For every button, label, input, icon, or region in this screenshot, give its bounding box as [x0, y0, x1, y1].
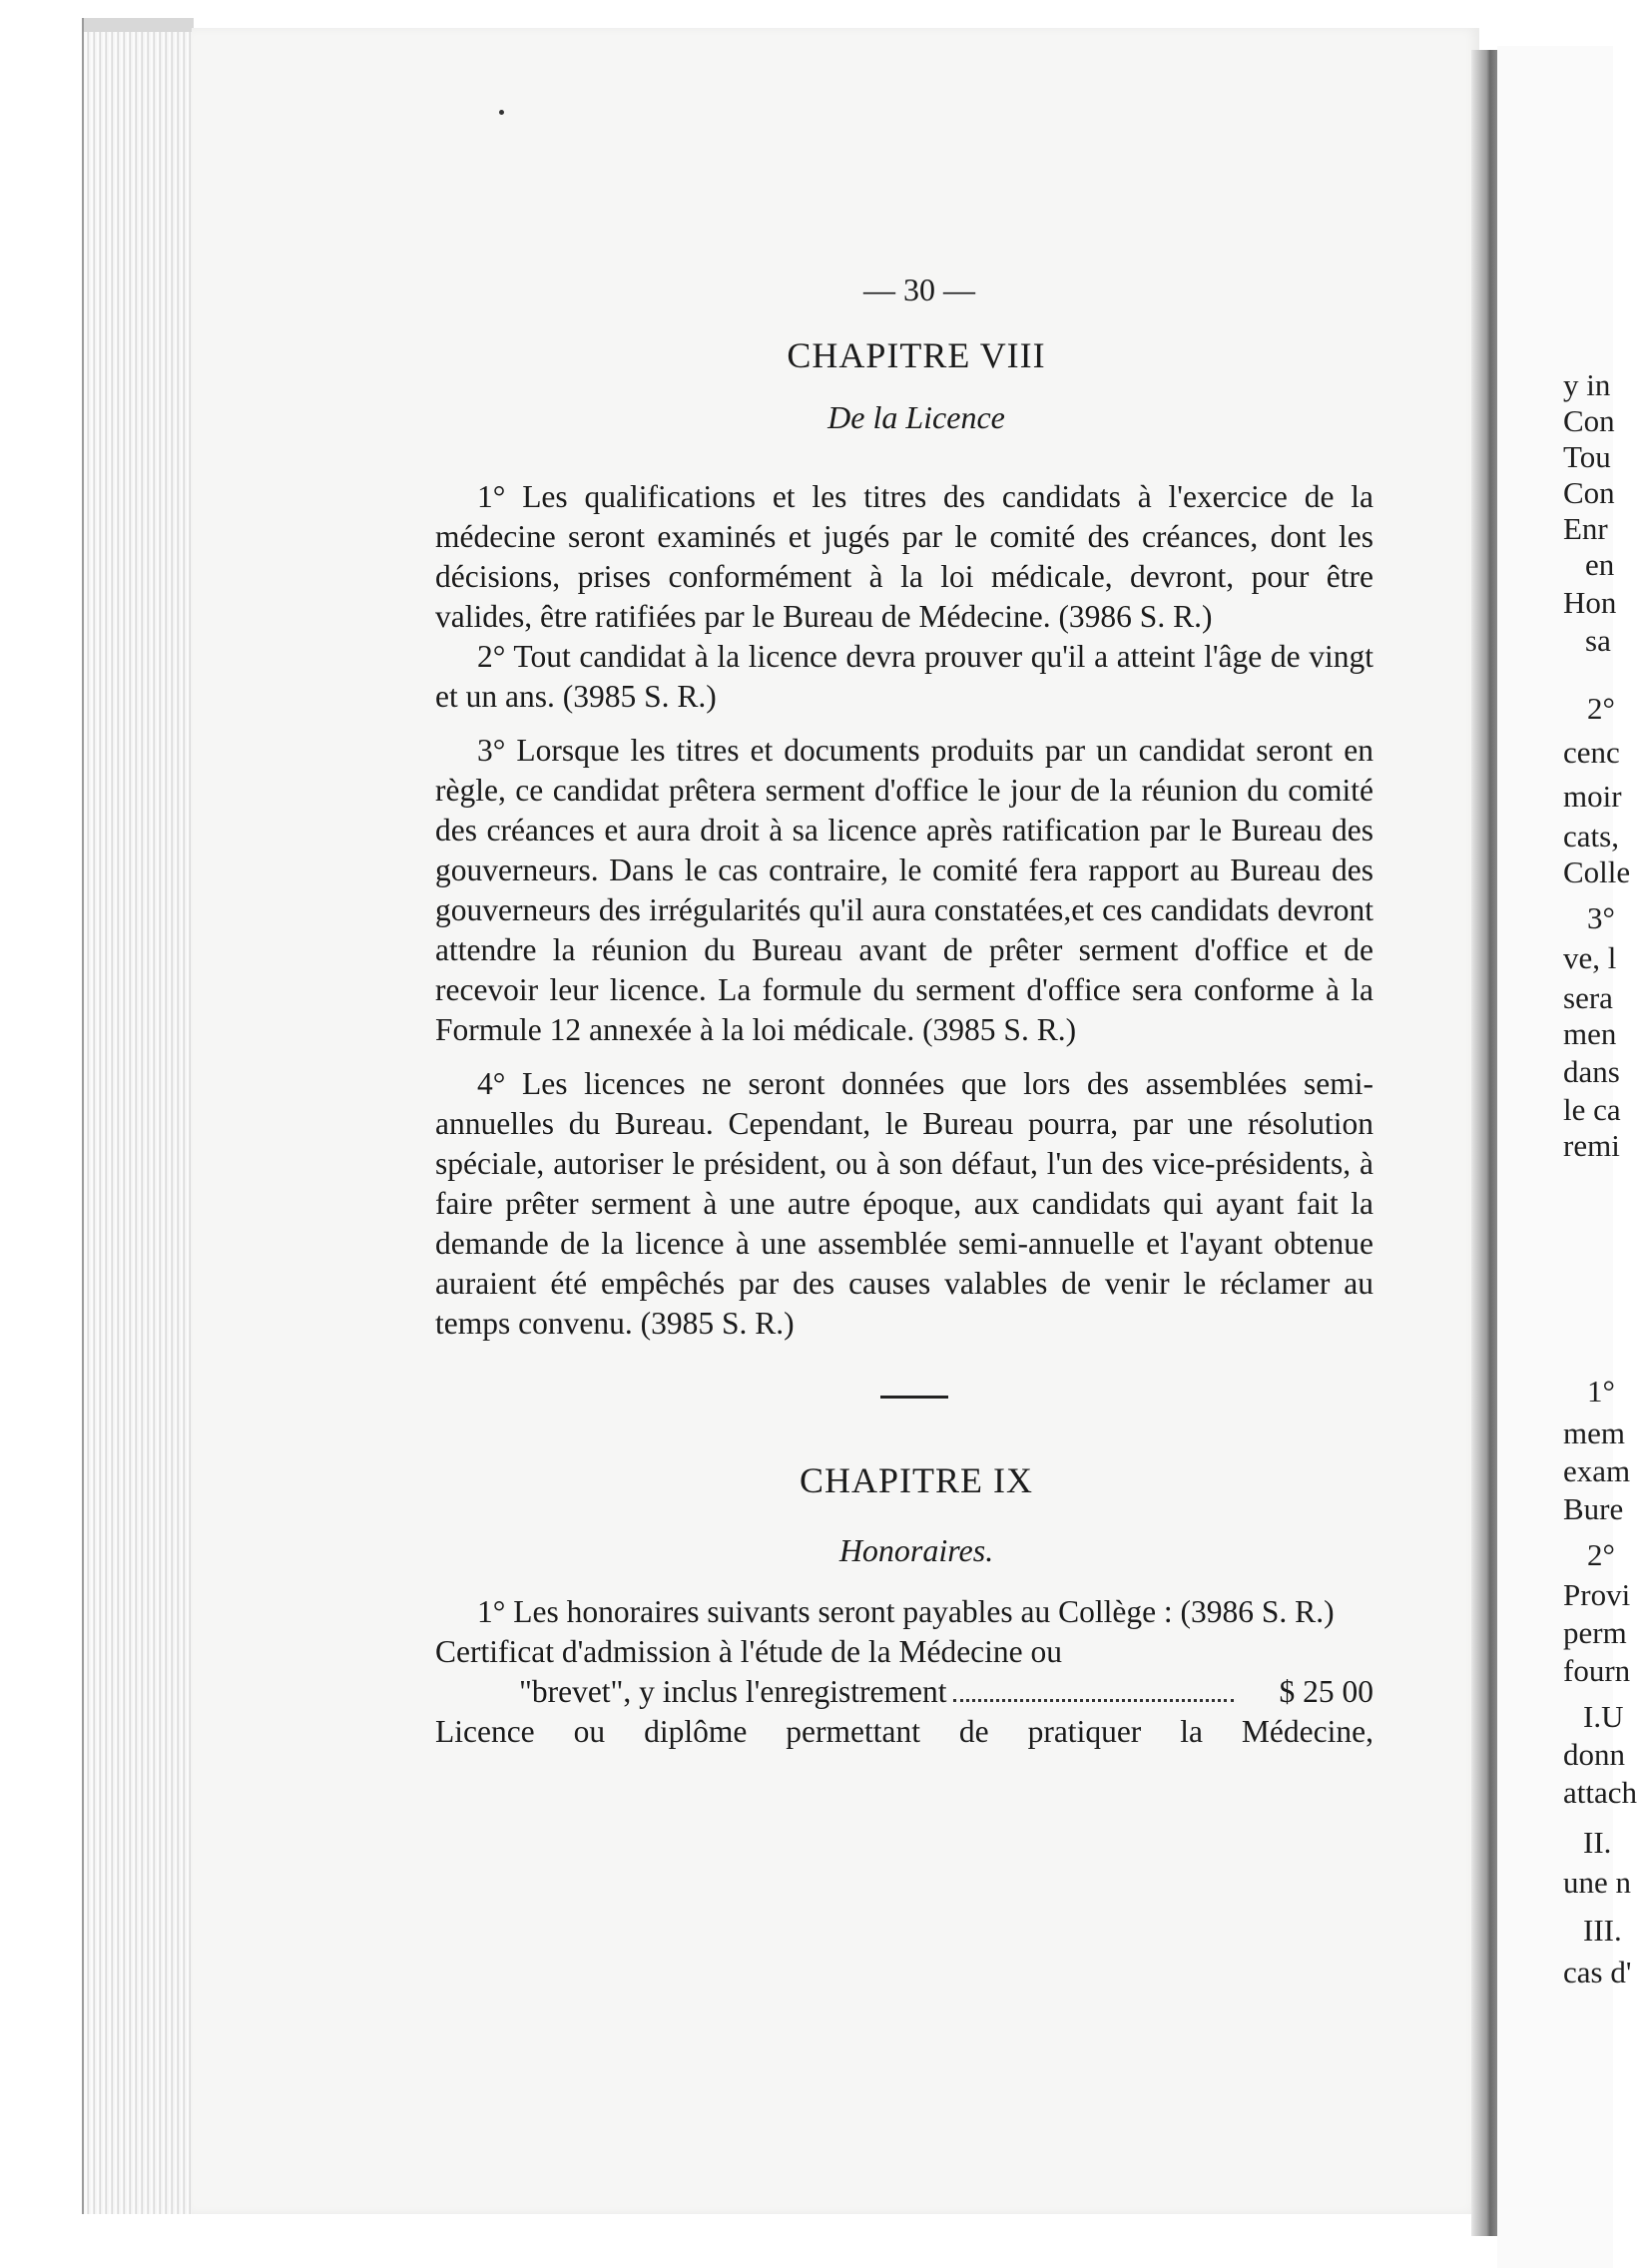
- facing-fragment: dans: [1563, 1054, 1620, 1089]
- chapter-9-heading: CHAPITRE IX: [800, 1460, 1033, 1500]
- facing-fragment: 1°: [1587, 1374, 1615, 1409]
- dot-leader: [953, 1699, 1234, 1702]
- facing-fragment: 2°: [1587, 691, 1615, 726]
- fee-amount: $ 25 00: [1279, 1674, 1373, 1709]
- fee-row-brevet: [435, 1672, 1373, 1712]
- fee-line-certificat: Certificat d'admission à l'étude de la Médecine ou: [435, 1634, 1063, 1669]
- chapter-9-intro: 1° Les honoraires suivants seront payables au Collège : (3986 S. R.): [477, 1594, 1335, 1629]
- page-number: — 30 —: [863, 272, 975, 307]
- facing-fragment: Con: [1563, 403, 1615, 438]
- facing-fragment: cenc: [1563, 735, 1620, 770]
- facing-fragment: Bure: [1563, 1491, 1624, 1526]
- facing-fragment: 2°: [1587, 1537, 1615, 1572]
- page-text: [435, 270, 1373, 1752]
- facing-fragment: sera: [1563, 980, 1613, 1015]
- chapter-8-paragraph-4: 4° Les licences ne seront données que lors des assemblées semi-annuelles du Bureau. Cependant, le Bureau pourra, par une résolution spéciale, autoriser le président, ou à son défaut, l'un des vice-présidents, à faire prêter serment à une autre époque, aux candidats qui ayant fait la demande de la licence à une assemblée semi-annuelle et l'ayant obtenue auraient été empêchés par des causes valables de venir le réclamer au temps convenu. (3985 S. R.): [435, 1066, 1373, 1341]
- facing-fragment: ve, l: [1563, 940, 1617, 975]
- chapter-8-subtitle: De la Licence: [827, 399, 1005, 435]
- facing-fragment: III.: [1583, 1913, 1622, 1948]
- facing-fragment: y in: [1563, 367, 1611, 402]
- facing-fragment: moir: [1563, 779, 1622, 814]
- facing-fragment: I.U: [1583, 1699, 1624, 1734]
- facing-page: [1497, 46, 1637, 2268]
- facing-fragment: une n: [1563, 1865, 1632, 1900]
- facing-fragment: sa: [1585, 623, 1611, 658]
- chapter-9-subtitle: Honoraires.: [838, 1532, 994, 1568]
- facing-fragment: cas d': [1563, 1955, 1632, 1989]
- facing-fragment: perm: [1563, 1615, 1627, 1650]
- facing-fragment: Hon: [1563, 585, 1617, 620]
- facing-fragment: fourn: [1563, 1653, 1631, 1688]
- ink-speck: [499, 110, 504, 115]
- fee-label: "brevet", y inclus l'enregistrement: [519, 1674, 947, 1709]
- facing-fragment: le ca: [1563, 1092, 1621, 1127]
- fee-line-licence: Licence ou diplôme permettant de pratiquer la Médecine,: [435, 1714, 1373, 1749]
- facing-fragment: remi: [1563, 1128, 1620, 1163]
- facing-fragment: attach: [1563, 1775, 1637, 1810]
- facing-fragment: exam: [1563, 1453, 1631, 1488]
- facing-fragment: mem: [1563, 1416, 1625, 1450]
- chapter-8-paragraph-3: 3° Lorsque les titres et documents produits par un candidat seront en règle, ce candidat prêtera serment d'office le jour de la réunion du comité des créances et aura droit à sa licence après ratification par le Bureau des gouverneurs. Dans le cas contraire, le comité fera rapport au Bureau des gouverneurs des irrégularités qu'il aura constatées,et ces candidats devront attendre la réunion du Bureau avant de prêter serment d'office et de recevoir leur licence. La formule du serment d'office sera conforme à la Formule 12 annexée à la loi médicale. (3985 S. R.): [435, 733, 1373, 1047]
- facing-fragment: Provi: [1563, 1577, 1631, 1612]
- facing-fragment: II.: [1583, 1825, 1612, 1860]
- facing-fragment: Tou: [1563, 439, 1611, 474]
- facing-fragment: Colle: [1563, 854, 1631, 889]
- page-edge-stack: [82, 18, 194, 2214]
- section-divider: [880, 1396, 948, 1399]
- facing-fragment: Con: [1563, 475, 1615, 510]
- chapter-8-paragraph-2: 2° Tout candidat à la licence devra prouver qu'il a atteint l'âge de vingt et un ans. (3985 S. R.): [435, 639, 1373, 714]
- facing-fragment: cats,: [1563, 819, 1619, 853]
- facing-fragment: men: [1563, 1016, 1617, 1051]
- chapter-8-heading: CHAPITRE VIII: [787, 335, 1046, 375]
- chapter-8-paragraph-1: 1° Les qualifications et les titres des candidats à l'exercice de la médecine seront examinés et jugés par le comité des créances, dont les décisions, prises conformément à la loi médicale, devront, pour être valides, être ratifiées par le Bureau de Médecine. (3986 S. R.): [435, 479, 1373, 634]
- facing-fragment: en: [1585, 547, 1615, 582]
- facing-fragment: donn: [1563, 1737, 1625, 1772]
- facing-fragment: Enr: [1563, 511, 1608, 546]
- facing-fragment: 3°: [1587, 900, 1615, 935]
